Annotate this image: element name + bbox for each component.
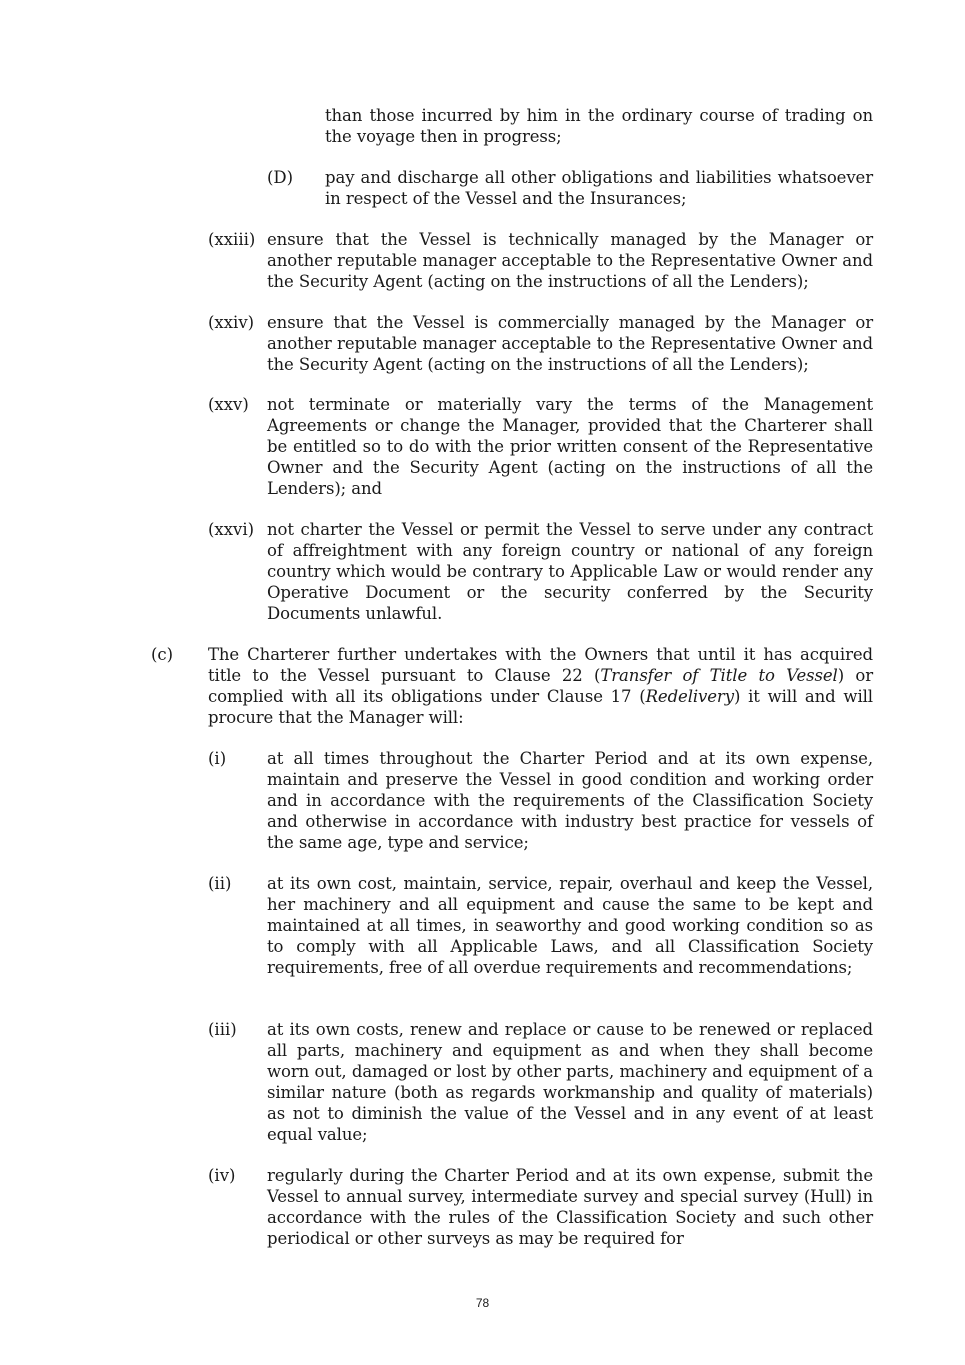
item-xxiv-text: ensure that the Vessel is commercially managed by the Manager or another reputable manager acceptable to the Representative Owner and the Security Agent (acting on the instructions of all the Lenders); <box>267 313 873 374</box>
continuation-text: than those incurred by him in the ordinary course of trading on the voyage then in progress; <box>325 106 873 146</box>
item-xxiii-text: ensure that the Vessel is technically managed by the Manager or another reputable manager acceptable to the Representative Owner and the Security Agent (acting on the instructions of all the Lenders); <box>267 230 873 291</box>
item-d-label: (D) <box>267 168 294 187</box>
item-c-italic-1: Transfer of Title to Vessel <box>600 666 838 685</box>
item-ii-paragraph <box>267 873 873 978</box>
item-iv-paragraph <box>267 1165 873 1249</box>
item-c-text-1: The Charterer further undertakes with the Owners that until it has acquired title to the Vessel pursuant to Clause 22 ( <box>208 645 873 685</box>
item-ii-text: at its own cost, maintain, service, repair, overhaul and keep the Vessel, her machinery and all equipment and cause the same to be kept and maintained at all times, in seaworthy and good working condition so as to comply with all Applicable Laws, and all Classification Society requirements, free of all overdue requirements and recommendations; <box>267 874 873 977</box>
item-iv-text: regularly during the Charter Period and at its own expense, submit the Vessel to annual survey, intermediate survey and special survey (Hull) in accordance with the rules of the Classification Society and such other periodical or other surveys as may be required for <box>267 1166 873 1248</box>
item-c-label: (c) <box>151 645 174 664</box>
item-xxiii-paragraph <box>267 229 873 292</box>
item-xxvi-text: not charter the Vessel or permit the Vessel to serve under any contract of affreightment with any foreign country or national of any foreign country which would be contrary to Applicable Law or would render any Operative Document or the security conferred by the Security Documents unlawful. <box>267 520 873 623</box>
item-d-text: pay and discharge all other obligations and liabilities whatsoever in respect of the Vessel and the Insurances; <box>325 168 873 208</box>
item-xxv-paragraph <box>267 394 873 499</box>
item-c-text-3: ) it will and will procure that the Manager will: <box>208 687 873 727</box>
item-iv-label: (iv) <box>208 1166 236 1185</box>
item-c-text-2: ) or complied with all its obligations under Clause 17 ( <box>208 666 873 706</box>
item-xxvi-label: (xxvi) <box>208 520 255 539</box>
item-c-text <box>208 644 873 728</box>
item-i-label: (i) <box>208 749 227 768</box>
item-i-paragraph <box>267 748 873 853</box>
item-d-paragraph <box>325 167 873 209</box>
item-xxiv-label: (xxiv) <box>208 313 255 332</box>
page-number: 78 <box>475 1296 490 1310</box>
item-xxv-label: (xxv) <box>208 395 249 414</box>
item-c-paragraph <box>208 644 873 728</box>
continuation-paragraph <box>325 105 873 147</box>
item-iii-text: at its own costs, renew and replace or cause to be renewed or replaced all parts, machinery and equipment as and when they shall become worn out, damaged or lost by other parts, machinery and equipment of a similar nature (both as regards workmanship and quality of materials) as not to diminish the value of the Vessel and in any event of at least equal value; <box>267 1020 873 1144</box>
item-iii-label: (iii) <box>208 1020 237 1039</box>
item-iii-paragraph <box>267 1019 873 1145</box>
item-xxiv-paragraph <box>267 312 873 375</box>
item-xxiii-label: (xxiii) <box>208 230 256 249</box>
item-ii-label: (ii) <box>208 874 232 893</box>
item-xxv-text: not terminate or materially vary the terms of the Management Agreements or change the Manager, provided that the Charterer shall be entitled so to do with the prior written consent of the Representative Owner and the Security Agent (acting on the instructions of all the Lenders); and <box>267 395 873 498</box>
item-i-text: at all times throughout the Charter Period and at its own expense, maintain and preserve the Vessel in good condition and working order and in accordance with the requirements of the Classification Society and otherwise in accordance with industry best practice for vessels of the same age, type and service; <box>267 749 873 852</box>
item-xxvi-paragraph <box>267 519 873 624</box>
item-c-italic-2: Redelivery <box>645 687 734 706</box>
